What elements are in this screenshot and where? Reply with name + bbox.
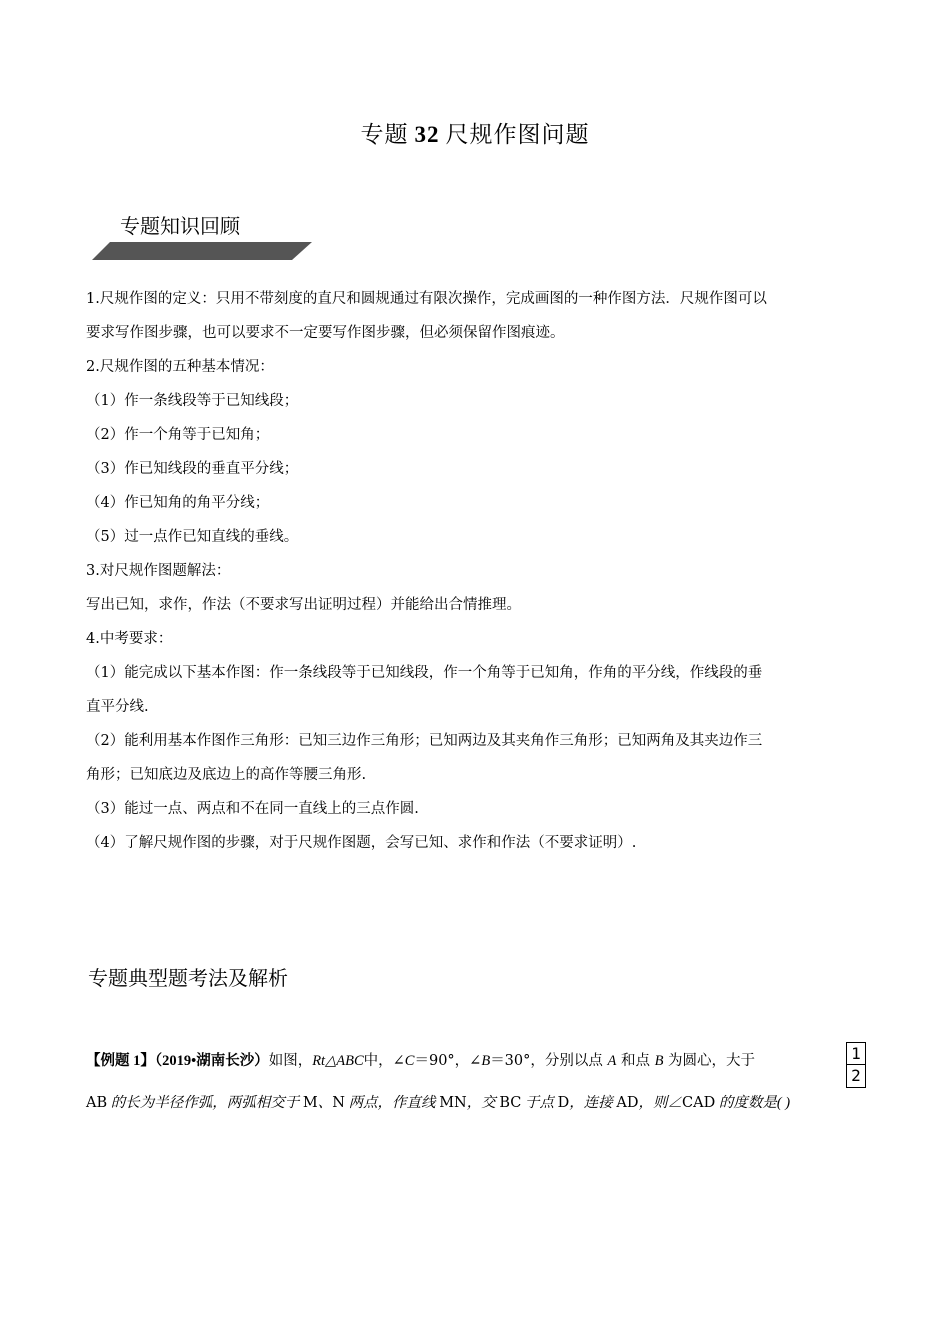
math-variable: Rt△ABC [312, 1053, 364, 1069]
knowledge-line: 1.尺规作图的定义：只用不带刻度的直尺和圆规通过有限次操作，完成画图的一种作图方法．尺规作图可以 [86, 291, 767, 307]
title-number: 32 [414, 122, 440, 147]
example-text: ＝90°，∠ [414, 1053, 482, 1069]
example-source: （2019•湖南长沙） [154, 1053, 269, 1069]
example-text: 和点 [616, 1053, 655, 1069]
fraction-denominator: 2 [851, 1066, 861, 1085]
math-variable: 的长为半径作弧，两弧相交于 [107, 1095, 303, 1111]
math-variable: ，则∠ [638, 1095, 683, 1111]
example-text: ＝30°，分别以点 [490, 1053, 608, 1069]
example-text: MN [439, 1095, 467, 1111]
math-variable: ，交 [466, 1095, 500, 1111]
knowledge-line: （4）作已知角的角平分线； [86, 495, 270, 511]
knowledge-line: （4）了解尺规作图的步骤，对于尺规作图题，会写已知、求作和作法（不要求证明）. [86, 835, 637, 851]
math-variable: 的度数是( ) [715, 1095, 791, 1111]
math-variable: 、 [317, 1095, 333, 1111]
knowledge-line: 写出已知，求作，作法（不要求写出证明过程）并能给出合情推理。 [86, 597, 521, 613]
example-label: 【例题 1】 [86, 1053, 155, 1069]
knowledge-line: 直平分线. [86, 699, 149, 715]
knowledge-line: （5）过一点作已知直线的垂线。 [86, 529, 299, 545]
example-text: 如图， [268, 1053, 313, 1069]
example-text: 为圆心，大于 [663, 1053, 756, 1069]
knowledge-line: 角形；已知底边及底边上的高作等腰三角形. [86, 767, 367, 783]
math-variable: 两点，作直线 [344, 1095, 440, 1111]
knowledge-line: （3）能过一点、两点和不在同一直线上的三点作圆. [86, 801, 419, 817]
knowledge-line: （3）作已知线段的垂直平分线； [86, 461, 299, 477]
example-text: M [302, 1095, 318, 1111]
page-title [0, 116, 950, 149]
knowledge-line: （2）能利用基本作图作三角形：已知三边作三角形；已知两边及其夹角作三角形；已知两角及其夹边作三 [86, 733, 763, 749]
math-variable: B [654, 1053, 664, 1069]
knowledge-line: 4.中考要求： [86, 631, 173, 647]
example-text-1 [269, 1053, 755, 1069]
example-line-1 [86, 1040, 876, 1085]
title-prefix: 专题 [360, 122, 409, 148]
math-variable: A [607, 1053, 617, 1069]
example-text: D [557, 1095, 570, 1111]
example-line-2 [86, 1082, 876, 1124]
knowledge-line: （1）作一条线段等于已知线段； [86, 393, 299, 409]
example-text: AD [616, 1095, 639, 1111]
math-variable: B [481, 1053, 491, 1069]
section-banner-shape [92, 242, 322, 264]
example-text: AB [86, 1095, 108, 1111]
knowledge-line: 3.对尺规作图题解法： [86, 563, 231, 579]
example-text: 中，∠ [363, 1053, 405, 1069]
fraction-numerator: 1 [847, 1043, 865, 1065]
knowledge-line: 要求写作图步骤，也可以要求不一定要写作图步骤，但必须保留作图痕迹。 [86, 325, 565, 341]
title-suffix: 尺规作图问题 [445, 122, 590, 148]
knowledge-line: （2）作一个角等于已知角； [86, 427, 270, 443]
knowledge-line: （1）能完成以下基本作图：作一条线段等于已知线段，作一个角等于已知角，作角的平分线，作线段的垂 [86, 665, 763, 681]
section-title: 专题知识回顾 [120, 214, 240, 238]
section-title-examples: 专题典型题考法及解析 [88, 966, 288, 990]
example-text: CAD [682, 1095, 716, 1111]
example-1 [86, 1040, 876, 1124]
math-variable: C [404, 1053, 415, 1069]
math-variable: ，连接 [569, 1095, 617, 1111]
math-variable: 于点 [521, 1095, 558, 1111]
section-header-review [92, 208, 322, 264]
example-text: BC [499, 1095, 522, 1111]
knowledge-body [86, 282, 866, 860]
example-text: N [332, 1095, 345, 1111]
knowledge-line: 2.尺规作图的五种基本情况： [86, 359, 274, 375]
